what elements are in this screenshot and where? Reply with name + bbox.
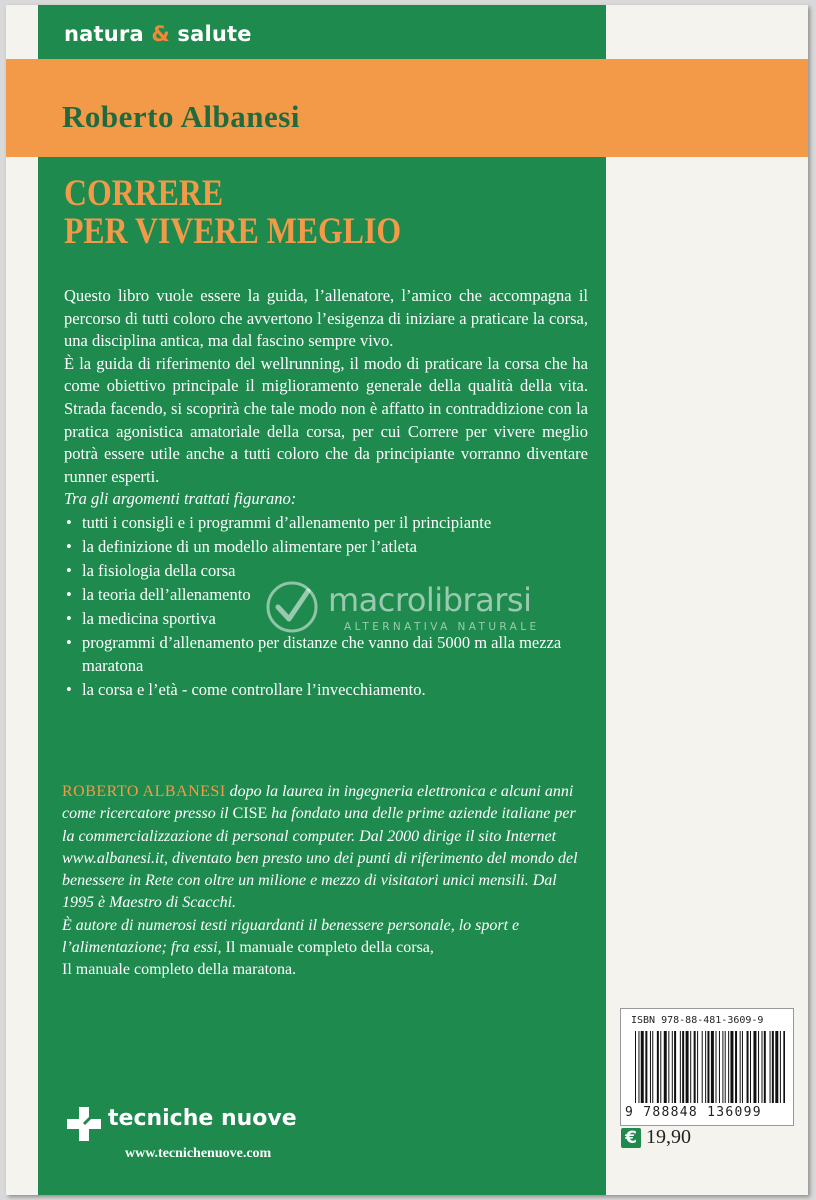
book-description xyxy=(64,285,588,701)
series-ampersand: & xyxy=(151,22,170,46)
bio-paragraph: ROBERTO ALBANESI dopo la laurea in ingegneria elettronica e alcuni anni come ricercatore presso il CISE ha fondato una delle prime aziende italiane per la commercializzazione di personal computer. Dal 2000 dirige il sito Internet www.albanesi.it, diventato ben presto uno dei punti di riferimento del mondo del benessere in Rete con oltre un milione e mezzo di visitatori unici mensili. Dal 1995 è Maestro di Scacchi. xyxy=(62,783,578,912)
book-title-line-1: CORRERE xyxy=(64,173,224,214)
barcode-digits: 9 788848 136099 xyxy=(625,1105,762,1120)
publisher-logo xyxy=(64,1102,324,1142)
watermark-tagline: ALTERNATIVA NATURALE xyxy=(344,621,540,633)
book-back-cover xyxy=(6,5,808,1195)
euro-icon: € xyxy=(621,1128,641,1148)
author-bio xyxy=(62,781,586,982)
leaf-check-icon xyxy=(262,577,322,637)
book-title-line-2: PER VIVERE MEGLIO xyxy=(64,211,402,252)
topic-item: • la medicina sportiva xyxy=(64,608,588,631)
barcode xyxy=(620,1008,794,1126)
macrolibrarsi-watermark xyxy=(262,577,582,637)
topic-item: • la teoria dell’allenamento xyxy=(64,584,588,607)
topic-item: • programmi d’allenamento per distanze che vanno dai 5000 m alla mezza maratona xyxy=(64,632,588,677)
author-name: Roberto Albanesi xyxy=(62,99,300,134)
plus-leaf-icon xyxy=(64,1104,104,1144)
topics-intro: Tra gli argomenti trattati figurano: xyxy=(64,489,297,509)
series-label: natura & salute xyxy=(64,22,252,46)
publisher-url: www.tecnichenuove.com xyxy=(125,1146,272,1161)
topic-item: • la corsa e l’età - come controllare l’invecchiamento. xyxy=(64,679,588,702)
book-title xyxy=(64,175,401,251)
bio-author-name: ROBERTO ALBANESI xyxy=(62,783,226,800)
bio-paragraph: È autore di numerosi testi riguardanti il benessere personale, lo sport e l’alimentazione; fra essi, Il manuale completo della corsa, Il manuale completo della maratona. xyxy=(62,916,520,979)
price-value: 19,90 xyxy=(646,1126,691,1148)
topic-item: • la fisiologia della corsa xyxy=(64,560,588,583)
topic-item: • tutti i consigli e i programmi d’allenamento per il principiante xyxy=(64,512,588,535)
isbn-text: ISBN 978-88-481-3609-9 xyxy=(631,1015,764,1026)
description-paragraph: Questo libro vuole essere la guida, l’allenatore, l’amico che accompagna il percorso di tutti coloro che avvertono l’esigenza di iniziare a praticare la corsa, una disciplina antica, ma dal fascino sempre vivo. xyxy=(64,286,588,351)
description-paragraph: È la guida di riferimento del wellrunning, il modo di praticare la corsa che ha come obiettivo principale il miglioramento generale della qualità della vita. Strada facendo, si scoprirà che tale modo non è affatto in contraddizione con la pratica agonistica amatoriale della corsa, per cui Correre per vivere meglio potrà essere utile anche a tutti coloro che da principiante vorranno diventare runner esperti. xyxy=(64,353,588,486)
publisher-name: tecniche nuove xyxy=(108,1106,297,1131)
topic-item: • la definizione di un modello alimentare per l’atleta xyxy=(64,536,588,559)
barcode-bars xyxy=(635,1031,785,1103)
watermark-name: macrolibrarsi xyxy=(328,581,532,619)
